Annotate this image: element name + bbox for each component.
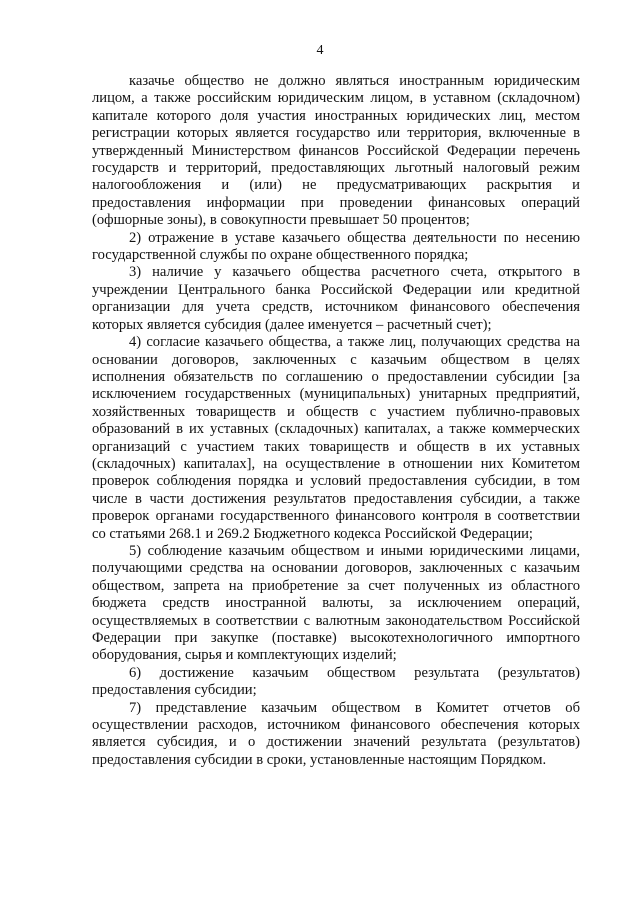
paragraph-item-3: 3) наличие у казачьего общества расчетного счета, открытого в учреждении Центрального банка Российской Федерации или кредитной организации для учета средств, источником финансового обеспечения которых является субсидия (далее именуется – расчетный счет); — [92, 264, 580, 333]
paragraph-item-5: 5) соблюдение казачьим обществом и иными юридическими лицами, получающими средства на основании договоров, заключенных с казачьим обществом, запрета на приобретение за счет полученных из областного бюджета средств иностранной валюты, за исключением операций, осуществляемых в соответствии с валютным законодательством Российской Федерации при закупке (поставке) высокотехнологичного импортного оборудования, сырья и комплектующих изделий; — [92, 542, 580, 664]
paragraph-item-6: 6) достижение казачьим обществом результата (результатов) предоставления субсидии; — [92, 664, 580, 699]
paragraph-continuation: казачье общество не должно являться иностранным юридическим лицом, а также российским юридическим лицом, в уставном (складочном) капитале которого доля участия иностранных юридических лиц, местом регистрации которых является государство или территория, включенные в утвержденный Министерством финансов Российской Федерации перечень государств и территорий, предоставляющих льготный налоговый режим налогообложения и (или) не предусматривающих раскрытия и предоставления информации при проведении финансовых операций (офшорные зоны), в совокупности превышает 50 процентов; — [92, 73, 580, 229]
paragraph-item-7: 7) представление казачьим обществом в Комитет отчетов об осуществлении расходов, источником финансового обеспечения которых является субсидия, и о достижении значений результата (результатов) предоставления субсидии в сроки, установленные настоящим Порядком. — [92, 699, 580, 768]
page-number: 4 — [316, 43, 324, 58]
paragraph-item-4: 4) согласие казачьего общества, а также лиц, получающих средства на основании договоров, заключенных с казачьим обществом в целях исполнения обязательств по соглашению о предоставлении субсидии [за исключением государственных (муниципальных) унитарных предприятий, хозяйственных товариществ и обществ с участием публично-правовых образований в их уставных (складочных) капиталах, а также коммерческих организаций с участием таких товариществ и обществ в их уставных (складочных) капиталах], на осуществление в отношении них Комитетом проверок соблюдения порядка и условий предоставления субсидии, в том числе в части достижения результатов предоставления субсидии, а также проверок органами государственного финансового контроля в соответствии со статьями 268.1 и 269.2 Бюджетного кодекса Российской Федерации; — [92, 334, 580, 542]
paragraph-item-2: 2) отражение в уставе казачьего общества деятельности по несению государственной службы по охране общественного порядка; — [92, 229, 580, 264]
document-body — [92, 73, 580, 769]
